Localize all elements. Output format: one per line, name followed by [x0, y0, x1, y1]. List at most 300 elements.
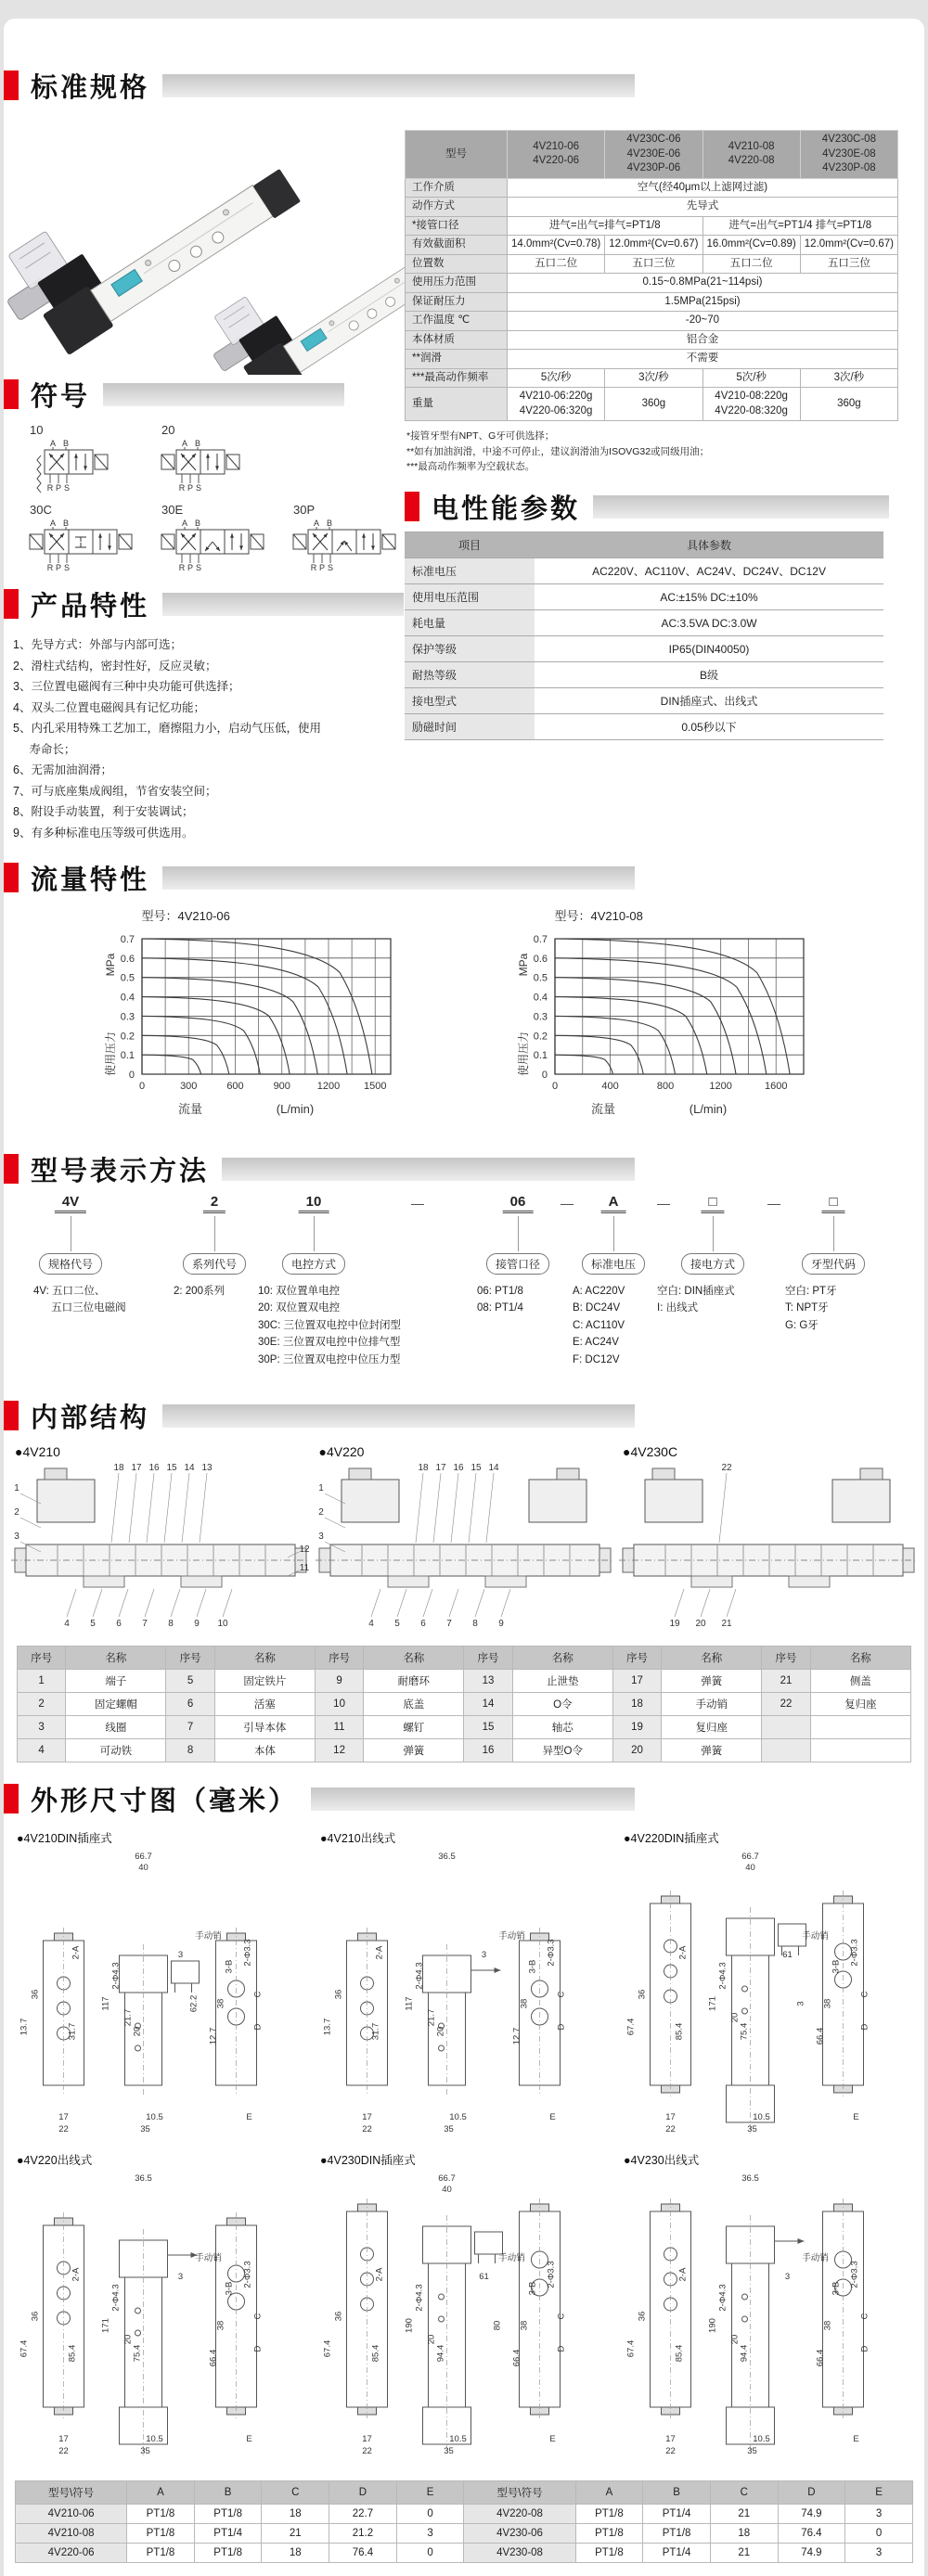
callout-12: 12 — [299, 1544, 310, 1555]
dim-value: PT1/8 — [575, 2544, 643, 2563]
electrical-item: 标准电压 — [405, 558, 535, 584]
dim-85.4: 85.4 — [67, 2344, 78, 2363]
part-name: 手动销 — [662, 1693, 762, 1716]
part-name: 弹簧 — [364, 1739, 464, 1762]
dimension-cell-label: ●4V210DIN插座式 — [17, 1832, 112, 1845]
code-meaning-bubble: 系列代号 — [183, 1253, 246, 1275]
parts-header: 序号 — [762, 1647, 810, 1670]
dim-22: 22 — [362, 2446, 372, 2456]
dim-35: 35 — [444, 2124, 454, 2134]
gray-banner — [593, 495, 889, 519]
code-option: B: DC24V — [573, 1302, 621, 1314]
connector-line — [314, 1216, 315, 1251]
connector-line — [713, 1216, 714, 1251]
port-label-P: P — [187, 563, 194, 572]
dim-model: 4V220-06 — [16, 2544, 127, 2563]
y-tick-label: 0.5 — [533, 972, 548, 984]
dimension-cell-label: ●4V210出线式 — [320, 1832, 396, 1845]
dim-12.7: 12.7 — [511, 2027, 522, 2045]
dim-38: 38 — [215, 2320, 226, 2331]
callout-5: 5 — [90, 1619, 96, 1629]
code-option: 30E: 三位置双电控中位排气型 — [258, 1337, 401, 1349]
dim-66.4: 66.4 — [815, 2027, 826, 2045]
flow-chart-4V210-08 — [490, 906, 852, 1142]
dim-35: 35 — [140, 2124, 150, 2134]
red-square-marker — [4, 379, 19, 409]
parts-table-wrap — [17, 1646, 911, 1762]
connector-line — [833, 1216, 834, 1251]
y-tick-label: 0.3 — [120, 1011, 135, 1023]
dim-20: 20 — [729, 2012, 741, 2023]
dim-20: 20 — [122, 2334, 134, 2345]
parts-header-row — [18, 1647, 911, 1670]
dim-value: 22.7 — [329, 2505, 397, 2524]
part-index: 7 — [166, 1716, 214, 1739]
dim-2-Φ4.3: 2-Φ4.3 — [717, 1962, 728, 1990]
part-name: 引导本体 — [214, 1716, 315, 1739]
dim-value: 18 — [262, 2544, 329, 2563]
dim-value: 3 — [845, 2544, 913, 2563]
spec-row-label: 工作介质 — [406, 178, 508, 198]
dim-35: 35 — [747, 2446, 757, 2456]
part-index: 3 — [18, 1716, 66, 1739]
dim-36: 36 — [333, 1989, 344, 2000]
spec-cell: -20~70 — [508, 312, 898, 331]
callout-16: 16 — [452, 1463, 464, 1473]
callout-22: 22 — [721, 1463, 732, 1473]
part-index: 19 — [612, 1716, 661, 1739]
electrical-header-row — [405, 532, 883, 558]
flow-curve-0.5MPa — [555, 978, 736, 1074]
part-name: 固定螺帽 — [66, 1693, 166, 1716]
port-label-B: B — [62, 519, 70, 528]
x-tick-label: 400 — [600, 1081, 619, 1092]
symbol-drawing — [13, 517, 141, 574]
dim-35: 35 — [444, 2446, 454, 2456]
port-label-R: R — [46, 563, 54, 572]
dim-手动销: 手动销 — [498, 2253, 525, 2263]
product-photo-illustration — [4, 126, 405, 375]
red-square-marker — [4, 589, 19, 619]
dim-35: 35 — [747, 2124, 757, 2134]
dim-C: C — [859, 2313, 870, 2320]
dim-E: E — [246, 2112, 252, 2122]
dim-61: 61 — [479, 2272, 489, 2282]
dim-E: E — [549, 2112, 556, 2122]
dim-value: PT1/4 — [643, 2505, 711, 2524]
code-option: G: G牙 — [785, 1319, 818, 1331]
dim-75.4: 75.4 — [739, 2022, 750, 2041]
dim-header: A — [575, 2481, 643, 2505]
part-name: 可动铁 — [66, 1739, 166, 1762]
model-code-dash: — — [561, 1196, 574, 1211]
spec-row — [406, 350, 898, 369]
footnote-line: ***最高动作频率为空载状态。 — [406, 460, 535, 472]
feature-item: 5、内孔采用特殊工艺加工，磨擦阻力小，启动气压低，使用 — [13, 722, 321, 735]
gray-banner — [311, 1788, 635, 1811]
spec-row — [406, 292, 898, 312]
code-option: I: 出线式 — [657, 1302, 699, 1314]
port-label-P: P — [55, 483, 62, 493]
part-index: 2 — [18, 1693, 66, 1716]
dim-3: 3 — [177, 2272, 184, 2282]
dim-12.7: 12.7 — [208, 2027, 219, 2045]
callout-13: 13 — [201, 1463, 213, 1473]
symbol-label: 30C — [30, 503, 52, 517]
code-options — [785, 1283, 837, 1334]
part-name: 复归座 — [810, 1693, 910, 1716]
y-tick-label: 0 — [541, 1070, 548, 1081]
y-axis-title: 使用压力 — [103, 1031, 117, 1077]
dim-36: 36 — [637, 2311, 648, 2322]
electrical-row — [405, 662, 883, 688]
parts-header: 序号 — [18, 1647, 66, 1670]
section-header-standard-specs — [4, 19, 924, 121]
dim-D: D — [252, 2023, 264, 2031]
dim-117: 117 — [404, 1996, 415, 2011]
dim-67.4: 67.4 — [322, 2339, 333, 2358]
valve-symbols — [4, 419, 405, 584]
dim-13.7: 13.7 — [19, 2018, 30, 2036]
spec-cell: 0.15~0.8MPa(21~114psi) — [508, 274, 898, 293]
spec-header-model: 4V230C-08 4V230E-08 4V230P-08 — [800, 131, 897, 179]
spec-header-model-label: 型号 — [406, 131, 508, 179]
dim-36: 36 — [333, 2311, 344, 2322]
dim-85.4: 85.4 — [674, 2022, 685, 2041]
section-header-internal — [4, 1396, 924, 1435]
symbol-label: 30E — [161, 503, 184, 517]
dim-E: E — [853, 2112, 859, 2122]
dimension-cell-label: ●4V230出线式 — [624, 2154, 700, 2167]
section-header-electrical — [405, 487, 898, 526]
footnote-line: *接管牙型有NPT、G牙可供选择； — [406, 430, 555, 442]
right-column — [405, 126, 898, 843]
port-label-A: A — [49, 519, 57, 528]
spec-row-label: 重量 — [406, 388, 508, 421]
dim-value: 21 — [710, 2544, 778, 2563]
electrical-row — [405, 584, 883, 610]
dim-38: 38 — [215, 1998, 226, 2009]
dim-10.5: 10.5 — [753, 2112, 770, 2122]
code-meaning-bubble: 接电方式 — [681, 1253, 744, 1275]
dimension-drawing — [311, 2168, 614, 2463]
spec-row — [406, 388, 898, 421]
dim-67.4: 67.4 — [625, 2018, 637, 2036]
dim-手动销: 手动销 — [195, 2253, 222, 2263]
dim-2-Φ4.3: 2-Φ4.3 — [717, 2284, 728, 2312]
dim-E: E — [853, 2434, 859, 2444]
parts-header: 名称 — [810, 1647, 910, 1670]
dim-D: D — [859, 2023, 870, 2031]
model-code-segment: 2 — [203, 1194, 226, 1213]
symbol-drawing — [13, 437, 141, 494]
x-axis-unit: (L/min) — [276, 1102, 314, 1116]
part-name: 活塞 — [214, 1693, 315, 1716]
code-option: 2: 200系列 — [174, 1286, 225, 1297]
spec-cell: 5次/秒 — [508, 368, 605, 388]
part-name: 螺钉 — [364, 1716, 464, 1739]
callout-10: 10 — [217, 1619, 228, 1629]
valve-symbol-30E — [145, 503, 273, 579]
feature-item: 寿命长； — [13, 742, 76, 756]
valve-symbol-10 — [13, 423, 141, 499]
part-name: 线圈 — [66, 1716, 166, 1739]
callout-15: 15 — [470, 1463, 482, 1473]
part-name: 弹簧 — [662, 1739, 762, 1762]
dimension-drawing — [614, 2168, 918, 2463]
part-name — [810, 1739, 910, 1762]
dim-36: 36 — [30, 2311, 41, 2322]
chart-title: 型号：4V210-06 — [141, 909, 230, 923]
electrical-value: B级 — [535, 662, 883, 688]
part-name: 端子 — [66, 1670, 166, 1693]
top-two-column-region — [4, 126, 924, 843]
part-index: 20 — [612, 1739, 661, 1762]
spec-row-label: 工作温度 ℃ — [406, 312, 508, 331]
callout-15: 15 — [166, 1463, 177, 1473]
electrical-row — [405, 636, 883, 662]
y-tick-label: 0 — [128, 1070, 135, 1081]
part-name: O令 — [512, 1693, 612, 1716]
electrical-item: 使用电压范围 — [405, 584, 535, 610]
spec-cell: 4V210-06:220g 4V220-06:320g — [508, 388, 605, 421]
dim-E: E — [549, 2434, 556, 2444]
dim-40: 40 — [138, 1863, 148, 1873]
diagram-label: ●4V220 — [318, 1444, 365, 1459]
dim-3-B: 3-B — [831, 1959, 842, 1974]
dim-C: C — [556, 1991, 567, 1998]
dim-header: 型号\符号 — [464, 2481, 575, 2505]
dim-94.4: 94.4 — [435, 2344, 446, 2363]
section-header-flow — [4, 858, 924, 897]
section-title-model-code: 型号表示方法 — [31, 1156, 210, 1186]
callout-3: 3 — [14, 1532, 19, 1542]
internal-diagram-4V210 — [9, 1441, 311, 1636]
chart-svg — [490, 926, 852, 1137]
spec-cell: 3次/秒 — [800, 368, 897, 388]
port-label-R: R — [178, 563, 186, 572]
dim-85.4: 85.4 — [674, 2344, 685, 2363]
parts-row — [18, 1739, 911, 1762]
spec-row-label: 本体材质 — [406, 330, 508, 350]
part-name — [810, 1716, 910, 1739]
port-label-S: S — [327, 563, 334, 572]
port-label-A: A — [49, 439, 57, 448]
symbol-label: 20 — [161, 423, 175, 437]
electrical-value: DIN插座式、出线式 — [535, 688, 883, 714]
code-options — [174, 1283, 225, 1300]
callout-3: 3 — [317, 1532, 324, 1542]
model-code-dash: — — [411, 1196, 424, 1211]
spec-cell: 不需要 — [508, 350, 898, 369]
callout-7: 7 — [445, 1619, 452, 1629]
port-label-S: S — [195, 563, 202, 572]
dim-value: 18 — [710, 2524, 778, 2544]
symbol-drawing — [145, 437, 273, 494]
dim-D: D — [556, 2345, 567, 2352]
dim-model: 4V220-08 — [464, 2505, 575, 2524]
dim-3-B: 3-B — [224, 1959, 235, 1974]
gray-banner — [162, 74, 635, 97]
spec-cell: 五口三位 — [800, 254, 897, 274]
dim-header: D — [778, 2481, 845, 2505]
port-label-B: B — [194, 519, 201, 528]
electrical-header: 具体参数 — [535, 532, 883, 558]
dim-D: D — [252, 2345, 264, 2352]
dim-3-B: 3-B — [527, 2281, 538, 2296]
dim-2-A: 2-A — [71, 1945, 82, 1960]
dim-value: 18 — [262, 2505, 329, 2524]
dim-value: 21 — [262, 2524, 329, 2544]
dimension-drawing — [614, 1846, 918, 2141]
feature-item: 7、可与底座集成阀组，节省安装空间； — [13, 784, 217, 798]
dim-value: PT1/8 — [643, 2524, 711, 2544]
dim-40: 40 — [442, 2185, 452, 2195]
port-label-P: P — [318, 563, 326, 572]
dim-C: C — [252, 1991, 264, 1998]
part-index: 21 — [762, 1670, 810, 1693]
chart-title: 型号：4V210-08 — [554, 909, 643, 923]
gray-banner — [162, 1404, 635, 1428]
dim-17: 17 — [665, 2434, 676, 2444]
spec-row — [406, 178, 898, 198]
red-square-marker — [4, 1784, 19, 1813]
dim-66.7: 66.7 — [741, 1852, 759, 1862]
code-options — [33, 1283, 126, 1317]
red-square-marker — [405, 492, 419, 521]
gray-banner — [222, 1158, 635, 1181]
model-code-segment: 10 — [299, 1194, 329, 1213]
code-option: 空白: PT牙 — [785, 1286, 837, 1297]
code-option: 4V: 五口二位、 — [33, 1286, 106, 1297]
callout-9: 9 — [194, 1619, 200, 1629]
y-tick-label: 0.6 — [120, 953, 135, 965]
y-tick-label: 0.5 — [120, 972, 135, 984]
dim-38: 38 — [519, 1998, 530, 2009]
feature-item: 2、滑柱式结构，密封性好，反应灵敏； — [13, 659, 217, 673]
dim-22: 22 — [362, 2124, 372, 2134]
dim-2-A: 2-A — [374, 1945, 385, 1960]
dim-D: D — [859, 2345, 870, 2352]
gray-banner — [162, 866, 635, 890]
dim-2-Φ4.3: 2-Φ4.3 — [414, 1962, 425, 1990]
dimension-cell-label: ●4V230DIN插座式 — [320, 2154, 416, 2167]
internal-diagram-4V220 — [314, 1441, 615, 1636]
spec-row — [406, 312, 898, 331]
dim-header: A — [127, 2481, 195, 2505]
parts-row — [18, 1716, 911, 1739]
section-header-features — [4, 584, 405, 623]
callout-1: 1 — [14, 1483, 19, 1493]
port-label-S: S — [63, 483, 71, 493]
dim-3: 3 — [177, 1950, 184, 1960]
internal-diagram-svg — [617, 1459, 919, 1632]
code-option: 五口三位电磁阀 — [33, 1302, 126, 1314]
code-option: C: AC110V — [573, 1319, 625, 1331]
dim-value: 21 — [710, 2505, 778, 2524]
electrical-row — [405, 688, 883, 714]
electrical-item: 接电型式 — [405, 688, 535, 714]
dim-10.5: 10.5 — [449, 2112, 467, 2122]
part-name: 侧盖 — [810, 1670, 910, 1693]
electrical-item: 保护等级 — [405, 636, 535, 662]
port-label-S: S — [195, 483, 202, 493]
x-axis-unit: (L/min) — [689, 1102, 727, 1116]
callout-20: 20 — [695, 1619, 706, 1629]
y-tick-label: 0.1 — [120, 1050, 135, 1062]
feature-item: 4、双头二位置电磁阀具有记忆功能； — [13, 700, 205, 714]
product-photos — [4, 126, 405, 375]
dim-value: PT1/8 — [127, 2524, 195, 2544]
spec-cell: 进气=出气=PT1/4 排气=PT1/8 — [702, 216, 898, 236]
code-option: 空白: DIN插座式 — [657, 1286, 735, 1297]
spec-row — [406, 368, 898, 388]
model-code-segment: □ — [821, 1194, 844, 1213]
dim-171: 171 — [100, 2318, 111, 2333]
dim-3-B: 3-B — [527, 1959, 538, 1974]
dim-value: PT1/8 — [194, 2505, 262, 2524]
dim-94.4: 94.4 — [739, 2344, 750, 2363]
gray-banner — [162, 593, 404, 616]
flow-curve-0.3MPa — [555, 1016, 676, 1074]
dim-66.7: 66.7 — [135, 1852, 152, 1862]
model-code-dash: — — [767, 1196, 780, 1211]
dim-header: C — [710, 2481, 778, 2505]
port-label-R: R — [46, 483, 54, 493]
symbol-row — [13, 503, 405, 579]
callout-11: 11 — [299, 1563, 310, 1573]
port-label-R: R — [178, 483, 186, 493]
flow-curve-0.5MPa — [142, 978, 317, 1074]
dim-header: C — [262, 2481, 329, 2505]
spec-row — [406, 236, 898, 255]
callout-16: 16 — [148, 1463, 160, 1473]
dim-66.4: 66.4 — [511, 2349, 522, 2367]
y-tick-label: 0.7 — [120, 934, 135, 945]
dim-17: 17 — [362, 2112, 372, 2122]
dim-190: 190 — [707, 2318, 718, 2333]
dim-22: 22 — [665, 2446, 676, 2456]
section-title-electrical: 电性能参数 — [432, 493, 581, 524]
code-options — [258, 1283, 401, 1368]
part-index: 1 — [18, 1670, 66, 1693]
part-name: 底盖 — [364, 1693, 464, 1716]
port-label-A: A — [313, 519, 320, 528]
port-label-P: P — [55, 563, 62, 572]
valve-symbol-30P — [277, 503, 405, 579]
callout-4: 4 — [64, 1619, 70, 1629]
dim-2-A: 2-A — [374, 2267, 385, 2282]
y-tick-label: 0.6 — [533, 953, 548, 965]
callout-5: 5 — [393, 1619, 400, 1629]
dim-36: 36 — [637, 1989, 648, 2000]
dim-2-A: 2-A — [677, 1945, 689, 1960]
dim-36.5: 36.5 — [741, 2173, 759, 2184]
dim-22: 22 — [58, 2124, 69, 2134]
dim-38: 38 — [822, 2320, 833, 2331]
dim-header: B — [194, 2481, 262, 2505]
dim-17: 17 — [665, 2112, 676, 2122]
electrical-value: 0.05秒以下 — [535, 714, 883, 740]
spec-cell: 五口二位 — [508, 254, 605, 274]
spec-cell: 16.0mm²(Cv=0.89) — [702, 236, 800, 255]
spec-row — [406, 274, 898, 293]
dim-header: 型号\符号 — [16, 2481, 127, 2505]
flow-charts — [4, 903, 924, 1149]
spec-row-label: 位置数 — [406, 254, 508, 274]
callout-17: 17 — [434, 1463, 446, 1473]
dim-value: 21.2 — [329, 2524, 397, 2544]
